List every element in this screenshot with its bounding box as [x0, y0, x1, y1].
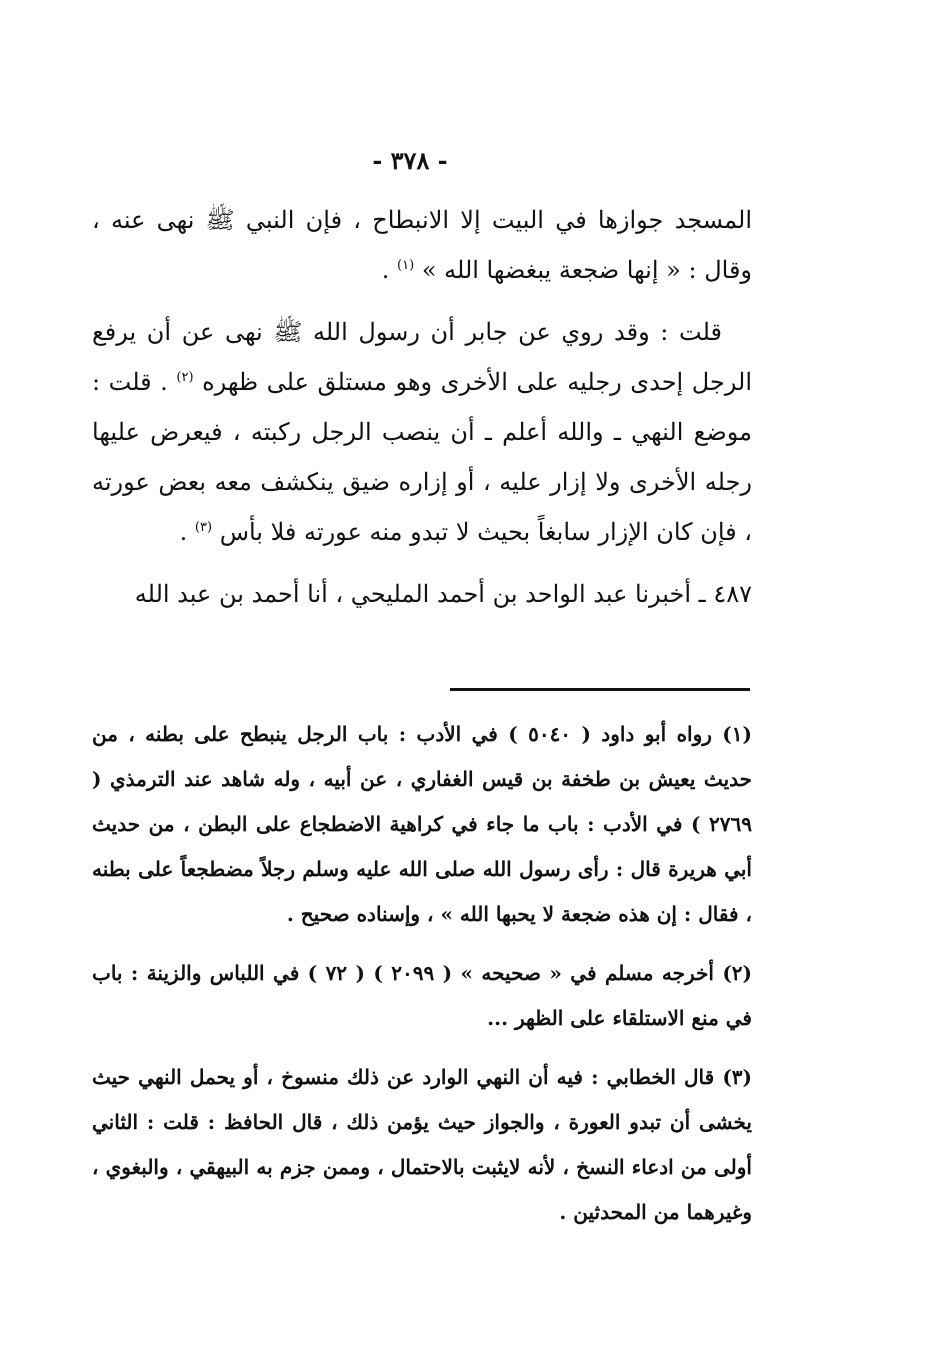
main-text	[92, 195, 752, 619]
footnote-ref-2: (٢)	[176, 370, 194, 385]
main-paragraph-2-end: .	[179, 518, 195, 546]
footnote-ref-3: (٣)	[194, 520, 213, 535]
footnote-divider	[450, 688, 750, 691]
main-paragraph-3: ٤٨٧ ـ أخبرنا عبد الواحد بن أحمد المليحي ، أنا أحمد بن عبد الله	[134, 580, 752, 608]
footnote-2: (٢) أخرجه مسلم في « صحيحه » ( ٢٠٩٩ ) ( ٧٢ ) في اللباس والزينة : باب في منع الاستلقاء على الظهر ...	[92, 961, 753, 1030]
footnotes	[92, 712, 752, 1235]
main-paragraph-2	[92, 307, 752, 557]
main-paragraph-2-text-a: قلت : وقد روي عن جابر أن رسول الله ﷺ نهى عن أن يرفع الرجل إحدى رجليه على الأخرى وهو مستلق على ظهره	[92, 318, 752, 396]
main-paragraph-1-text: المسجد جوازها في البيت إلا الانبطاح ، فإن النبي ﷺ نهى عنه ، وقال : « إنها ضجعة يبغضها الله »	[92, 206, 752, 284]
footnote-1: (١) رواه أبو داود ( ٥٠٤٠ ) في الأدب : باب الرجل ينبطح على بطنه ، من حديث يعيش بن طخفة بن قيس الغفاري ، عن أبيه ، وله شاهد عند الترمذي ( ٢٧٦٩ ) في الأدب : باب ما جاء في كراهية الاضطجاع على البطن ، من حديث أبي هريرة قال : رأى رسول الله صلى الله عليه وسلم رجلاً مضطجعاً على بطنه ، فقال : إن هذه ضجعة لا يحبها الله » ، وإسناده صحيح .	[92, 722, 752, 926]
footnote-3: (٣) قال الخطابي : فيه أن النهي الوارد عن ذلك منسوخ ، أو يحمل النهي حيث يخشى أن تبدو العورة ، والجواز حيث يؤمن ذلك ، قال الحافظ : قلت : الثاني أولى من ادعاء النسخ ، لأنه لايثبت بالاحتمال ، وممن جزم به البيهقي ، والبغوي ، وغيرهما من المحدثين .	[92, 1065, 752, 1224]
main-paragraph-1-end: .	[381, 256, 398, 284]
main-paragraph-1	[92, 195, 752, 295]
main-paragraph-2-text-b: . قلت : موضع النهي ـ والله أعلم ـ أن ينصب الرجل ركبته ، فيعرض عليها رجله الأخرى ولا إزار عليه ، أو إزاره ضيق ينكشف معه بعض عورته ، فإن كان الإزار سابغاً بحيث لا تبدو منه عورته فلا بأس	[92, 368, 752, 546]
page-number: - ٣٧٨ -	[372, 146, 448, 175]
footnote-ref-1: (١)	[397, 258, 415, 273]
